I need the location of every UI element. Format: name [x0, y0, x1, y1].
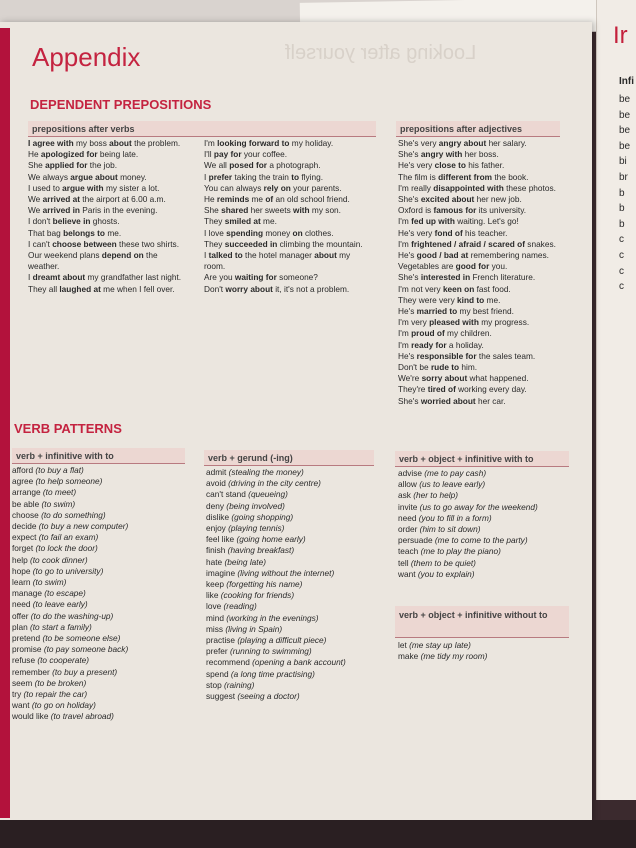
- verb-pattern-item: suggest (seeing a doctor): [206, 691, 300, 702]
- example-sentence: They succeeded in climbing the mountain.: [204, 238, 363, 249]
- example-sentence: I'm not very keen on fast food.: [398, 283, 511, 294]
- example-sentence: The film is different from the book.: [398, 171, 529, 182]
- verb-pattern-item: miss (living in Spain): [206, 623, 283, 634]
- page-edge: [0, 28, 10, 818]
- verb-pattern-item: let (me stay up late): [398, 640, 471, 650]
- example-sentence: She's interested in French literature.: [398, 272, 536, 283]
- example-sentence: Our weekend plans depend on the: [28, 250, 158, 261]
- example-sentence: They all laughed at me when I fell over.: [28, 283, 175, 294]
- example-sentence: We always argue about money.: [28, 171, 147, 182]
- right-page-item: c: [619, 281, 624, 293]
- example-sentence: Oxford is famous for its university.: [398, 205, 527, 216]
- verb-pattern-item: would like (to travel abroad): [12, 711, 114, 722]
- example-sentence: I'm looking forward to my holiday.: [204, 138, 334, 148]
- example-sentence: We arrived at the airport at 6.00 a.m.: [28, 194, 166, 205]
- example-sentence: I used to argue with my sister a lot.: [28, 182, 160, 193]
- example-sentence: I'm really disappointed with these photos.: [398, 182, 556, 193]
- right-page-item: c: [619, 265, 624, 277]
- verb-pattern-item: plan (to start a family): [12, 621, 92, 632]
- verb-pattern-item: remember (to buy a present): [12, 666, 118, 677]
- right-page-item: b: [619, 203, 625, 215]
- verb-pattern-item: feel like (going home early): [206, 534, 306, 545]
- verb-pattern-item: choose (to do something): [12, 509, 106, 520]
- verb-pattern-item: need (you to fill in a form): [398, 512, 492, 523]
- example-sentence: He's married to my best friend.: [398, 306, 514, 317]
- verb-pattern-item: avoid (driving in the city centre): [206, 478, 321, 489]
- prepositions-after-adjectives-head: prepositions after adjectives: [396, 121, 560, 137]
- verb-pattern-item: promise (to pay someone back): [12, 644, 129, 655]
- verb-pattern-item: make (me tidy my room): [398, 651, 488, 662]
- example-sentence: She's angry with her boss.: [398, 149, 499, 160]
- example-sentence: I'm fed up with waiting. Let's go!: [398, 216, 519, 227]
- verb-pattern-item: be able (to swim): [12, 498, 76, 509]
- verb-pattern-item: offer (to do the washing-up): [12, 610, 114, 621]
- example-sentence: She's excited about her new job.: [398, 194, 522, 205]
- page-title: Appendix: [32, 42, 141, 72]
- example-sentence: I dreamt about my grandfather last night.: [28, 272, 182, 283]
- right-page-item: c: [619, 249, 624, 261]
- object-infinitive-without-to-head: verb + object + infinitive without to: [395, 606, 569, 638]
- example-sentence: He's responsible for the sales team.: [398, 350, 536, 361]
- verb-pattern-item: teach (me to play the piano): [398, 546, 501, 557]
- example-sentence: They're tired of working every day.: [398, 384, 527, 395]
- verb-pattern-item: advise (me to pay cash): [398, 468, 487, 478]
- example-sentence: Vegetables are good for you.: [398, 261, 508, 272]
- example-sentence: I love spending money on clothes.: [204, 227, 334, 238]
- example-sentence: He's good / bad at remembering names.: [398, 250, 549, 261]
- verb-pattern-item: dislike (going shopping): [206, 511, 294, 522]
- verb-pattern-item: persuade (me to come to the party): [398, 535, 528, 546]
- right-page-heading: Infi: [619, 76, 634, 87]
- right-page-list: [619, 92, 630, 295]
- infinitive-with-to-head: verb + infinitive with to: [12, 448, 185, 464]
- example-sentence: room.: [204, 261, 226, 272]
- verb-pattern-item: need (to leave early): [12, 599, 88, 610]
- example-sentence: I can't choose between these two shirts.: [28, 238, 180, 249]
- right-page-item: be: [619, 109, 631, 121]
- verb-pattern-item: ask (her to help): [398, 490, 458, 501]
- verb-pattern-item: stop (raining): [206, 679, 255, 690]
- object-infinitive-without-to-column: [398, 640, 487, 662]
- background-bottom: [0, 820, 636, 848]
- example-sentence: She shared her sweets with my son.: [204, 205, 341, 216]
- example-sentence: He's very fond of his teacher.: [398, 227, 508, 238]
- verb-pattern-item: invite (us to go away for the weekend): [398, 501, 538, 512]
- verb-pattern-item: can't stand (queueing): [206, 489, 288, 500]
- verb-pattern-item: arrange (to meet): [12, 487, 77, 498]
- example-sentence: We arrived in Paris in the evening.: [28, 205, 158, 216]
- example-sentence: I'm ready for a holiday.: [398, 339, 484, 350]
- right-page-item: c: [619, 234, 624, 246]
- example-sentence: She's very angry about her salary.: [398, 138, 527, 148]
- verb-pattern-item: like (cooking for friends): [206, 590, 295, 601]
- example-sentence: I prefer taking the train to flying.: [204, 171, 324, 182]
- dependent-prepositions-heading: DEPENDENT PREPOSITIONS: [30, 97, 212, 112]
- gerund-head: verb + gerund (-ing): [204, 450, 374, 466]
- verb-pattern-item: try (to repair the car): [12, 689, 88, 700]
- verbs-column-2: [204, 138, 363, 295]
- right-page: [596, 0, 636, 800]
- verb-pattern-item: decide (to buy a new computer): [12, 521, 129, 532]
- verb-pattern-item: imagine (living without the internet): [206, 567, 335, 578]
- example-sentence: She's worried about her car.: [398, 395, 506, 406]
- infinitive-column: [12, 465, 128, 723]
- right-page-item: b: [619, 218, 625, 230]
- verb-pattern-item: pretend (to be someone else): [12, 633, 121, 644]
- bleed-through-text: Looking after yourself: [285, 42, 477, 64]
- example-sentence: She applied for the job.: [28, 160, 118, 171]
- object-infinitive-head: verb + object + infinitive with to: [395, 451, 569, 467]
- verb-pattern-item: help (to cook dinner): [12, 554, 88, 565]
- verb-pattern-item: admit (stealing the money): [206, 467, 304, 477]
- object-infinitive-column: [398, 468, 538, 580]
- example-sentence: They were very kind to me.: [398, 294, 501, 305]
- example-sentence: I agree with my boss about the problem.: [28, 138, 181, 148]
- example-sentence: They smiled at me.: [204, 216, 277, 227]
- verb-pattern-item: seem (to be broken): [12, 677, 87, 688]
- verb-pattern-item: hope (to go to university): [12, 565, 104, 576]
- verb-pattern-item: manage (to escape): [12, 588, 86, 599]
- prepositions-after-verbs-head: prepositions after verbs: [28, 121, 376, 137]
- example-sentence: You can always rely on your parents.: [204, 182, 342, 193]
- verb-pattern-item: enjoy (playing tennis): [206, 523, 285, 534]
- example-sentence: I'm proud of my children.: [398, 328, 492, 339]
- verb-pattern-item: recommend (opening a bank account): [206, 657, 346, 668]
- verb-pattern-item: want (you to explain): [398, 568, 475, 579]
- verb-pattern-item: forget (to lock the door): [12, 543, 98, 554]
- verb-pattern-item: hate (being late): [206, 556, 266, 567]
- verb-pattern-item: spend (a long time practising): [206, 668, 315, 679]
- right-page-title: Ir: [613, 22, 628, 49]
- example-sentence: I'm very pleased with my progress.: [398, 317, 530, 328]
- example-sentence: I'll pay for your coffee.: [204, 149, 288, 160]
- example-sentence: Don't be rude to him.: [398, 362, 478, 373]
- example-sentence: We're sorry about what happened.: [398, 373, 529, 384]
- right-page-item: br: [619, 171, 628, 183]
- verb-pattern-item: love (reading): [206, 601, 257, 612]
- verb-pattern-item: want (to go on holiday): [12, 700, 96, 711]
- right-page-item: bi: [619, 156, 627, 168]
- right-page-item: be: [619, 140, 631, 152]
- example-sentence: I talked to the hotel manager about my: [204, 250, 351, 261]
- verb-pattern-item: prefer (running to swimming): [206, 646, 312, 657]
- verb-patterns-heading: VERB PATTERNS: [14, 421, 122, 436]
- verb-pattern-item: deny (being involved): [206, 500, 285, 511]
- right-page-item: b: [619, 187, 625, 199]
- example-sentence: We all posed for a photograph.: [204, 160, 321, 171]
- example-sentence: That bag belongs to me.: [28, 227, 122, 238]
- verb-pattern-item: refuse (to cooperate): [12, 655, 90, 666]
- verb-pattern-item: order (him to sit down): [398, 524, 481, 535]
- verb-pattern-item: learn (to swim): [12, 577, 67, 588]
- right-page-item: be: [619, 125, 631, 137]
- verb-pattern-item: tell (them to be quiet): [398, 557, 476, 568]
- verb-pattern-item: keep (forgetting his name): [206, 579, 303, 590]
- example-sentence: He apologized for being late.: [28, 149, 139, 160]
- example-sentence: He's very close to his father.: [398, 160, 505, 171]
- verb-pattern-item: allow (us to leave early): [398, 479, 486, 490]
- verbs-column-1: [28, 138, 181, 295]
- example-sentence: He reminds me of an old school friend.: [204, 194, 350, 205]
- verb-pattern-item: expect (to fail an exam): [12, 532, 99, 543]
- adjectives-column: [398, 138, 556, 407]
- verb-pattern-item: practise (playing a difficult piece): [206, 635, 327, 646]
- example-sentence: I don't believe in ghosts.: [28, 216, 120, 227]
- example-sentence: Don't worry about it, it's not a problem.: [204, 283, 350, 294]
- verb-pattern-item: mind (working in the evenings): [206, 612, 319, 623]
- gerund-column: [206, 467, 346, 702]
- example-sentence: I'm frightened / afraid / scared of snakes.: [398, 238, 556, 249]
- right-page-item: be: [619, 94, 631, 105]
- verb-pattern-item: finish (having breakfast): [206, 545, 295, 556]
- verb-pattern-item: agree (to help someone): [12, 476, 103, 487]
- example-sentence: weather.: [28, 261, 60, 272]
- example-sentence: Are you waiting for someone?: [204, 272, 318, 283]
- verb-pattern-item: afford (to buy a flat): [12, 465, 84, 475]
